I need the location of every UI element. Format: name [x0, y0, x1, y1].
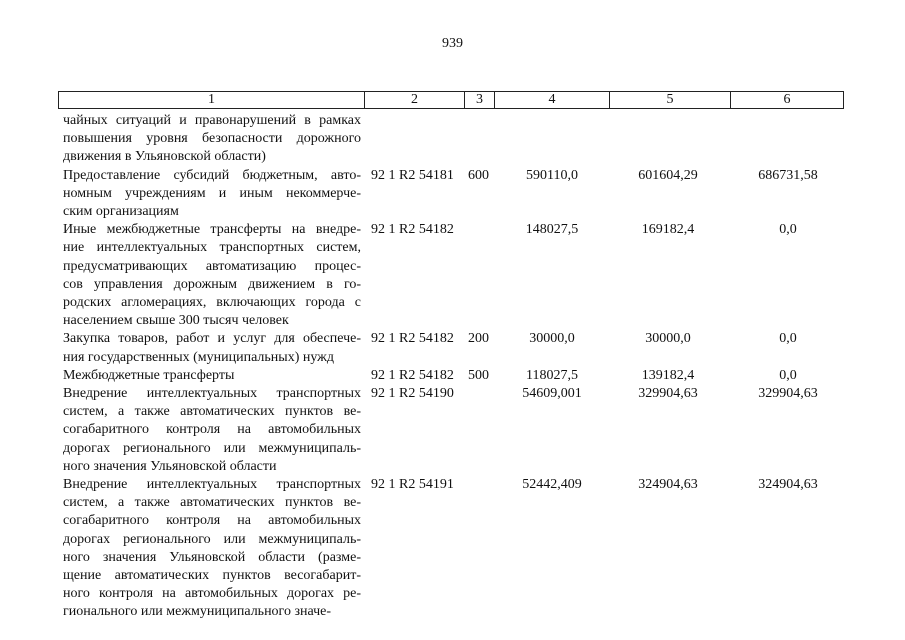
- row-value-5: 601604,29: [638, 167, 698, 183]
- row-description: [63, 476, 361, 622]
- row-code: 92 1 R2 54181: [371, 167, 454, 183]
- table-row: [0, 112, 905, 167]
- row-code: 92 1 R2 54182: [371, 222, 454, 238]
- row-value-5: 139182,4: [641, 367, 695, 383]
- row-value-6: 0,0: [779, 222, 797, 238]
- description-line: Межбюджетные трансферты: [63, 367, 235, 383]
- row-value-6: 0,0: [779, 367, 797, 383]
- description-line: ским организациям: [63, 203, 179, 219]
- description-line: сов управления дорожным движением в го-: [63, 276, 361, 292]
- description-line: Закупка товаров, работ и услуг для обеспече-: [63, 331, 361, 347]
- description-line: ного значения Ульяновской области: [63, 458, 277, 474]
- header-col-5: 5: [610, 92, 731, 108]
- description-line: согабаритного контроля на автомобильных: [63, 513, 361, 529]
- row-description: [63, 367, 361, 385]
- header-col-6: 6: [783, 92, 791, 107]
- description-line: Внедрение интеллектуальных транспортных: [63, 477, 361, 492]
- row-value-4: 118027,5: [526, 367, 578, 383]
- description-line: ного контроля на автомобильных дорогах ре-: [63, 586, 361, 602]
- description-line: гионального или межмуниципального значе-: [63, 604, 332, 620]
- table-row: [0, 476, 905, 622]
- row-value-4: 52442,409: [522, 477, 582, 492]
- row-description: [63, 330, 361, 366]
- row-value-6: 329904,63: [758, 386, 818, 401]
- description-line: номным учреждениям и иным некоммерче-: [63, 185, 361, 201]
- table-row: [0, 330, 905, 366]
- row-description: [63, 221, 361, 330]
- description-line: родских агломерациях, включающих города с: [63, 294, 361, 310]
- table-row: [0, 385, 905, 476]
- row-value-5: 329904,63: [638, 386, 698, 401]
- description-line: ния государственных (муниципальных) нужд: [63, 349, 334, 365]
- description-line: повышения уровня безопасности дорожного: [63, 131, 361, 147]
- header-col-1: 1: [59, 92, 365, 108]
- row-code: 92 1 R2 54182: [371, 367, 454, 383]
- description-line: согабаритного контроля на автомобильных: [63, 422, 361, 438]
- table-row: [0, 167, 905, 222]
- row-value-6: 324904,63: [758, 477, 818, 492]
- row-description: [63, 112, 361, 167]
- header-col-4: 4: [495, 92, 610, 108]
- description-line: систем, а также автоматических пунктов ве-: [63, 404, 361, 420]
- row-code: 92 1 R2 54182: [371, 331, 454, 347]
- description-line: систем, а также автоматических пунктов ве-: [63, 495, 361, 511]
- row-code: 92 1 R2 54191: [371, 477, 454, 492]
- row-value-5: 324904,63: [638, 477, 698, 492]
- row-value-4: 148027,5: [525, 222, 579, 238]
- row-code: 92 1 R2 54190: [371, 386, 454, 401]
- description-line: ние интеллектуальных транспортных систем,: [63, 240, 361, 256]
- row-kind: 200: [468, 331, 489, 347]
- row-kind: 600: [468, 167, 489, 183]
- description-line: Внедрение интеллектуальных транспортных: [63, 386, 361, 401]
- table-row: [0, 221, 905, 330]
- row-value-6: 686731,58: [758, 167, 818, 183]
- row-value-4: 54609,001: [522, 386, 582, 401]
- row-kind: 500: [468, 367, 489, 383]
- description-line: щение автоматических пунктов весогабарит-: [63, 567, 361, 583]
- description-line: движения в Ульяновской области): [63, 149, 266, 165]
- description-line: Иные межбюджетные трансферты на внедре-: [63, 222, 361, 238]
- page-number: 939: [442, 36, 463, 51]
- row-value-4: 30000,0: [529, 331, 575, 347]
- description-line: населением свыше 300 тысяч человек: [63, 313, 289, 329]
- table-row: [0, 367, 905, 385]
- row-value-4: 590110,0: [526, 167, 578, 183]
- description-line: дорогах регионального или межмуниципаль-: [63, 531, 361, 547]
- row-value-6: 0,0: [779, 331, 797, 347]
- description-line: чайных ситуаций и правонарушений в рамках: [63, 113, 361, 128]
- row-description: [63, 167, 361, 222]
- description-line: дорогах регионального или межмуниципаль-: [63, 440, 361, 456]
- description-line: ного значения Ульяновской области (разме-: [63, 549, 361, 565]
- row-value-5: 169182,4: [641, 222, 695, 238]
- row-description: [63, 385, 361, 476]
- header-col-3: 3: [465, 92, 495, 108]
- table-header: [58, 91, 844, 109]
- description-line: Предоставление субсидий бюджетным, авто-: [63, 167, 361, 183]
- row-value-5: 30000,0: [645, 331, 691, 347]
- header-col-2: 2: [365, 92, 465, 108]
- description-line: предусматривающих автоматизацию процес-: [63, 258, 361, 274]
